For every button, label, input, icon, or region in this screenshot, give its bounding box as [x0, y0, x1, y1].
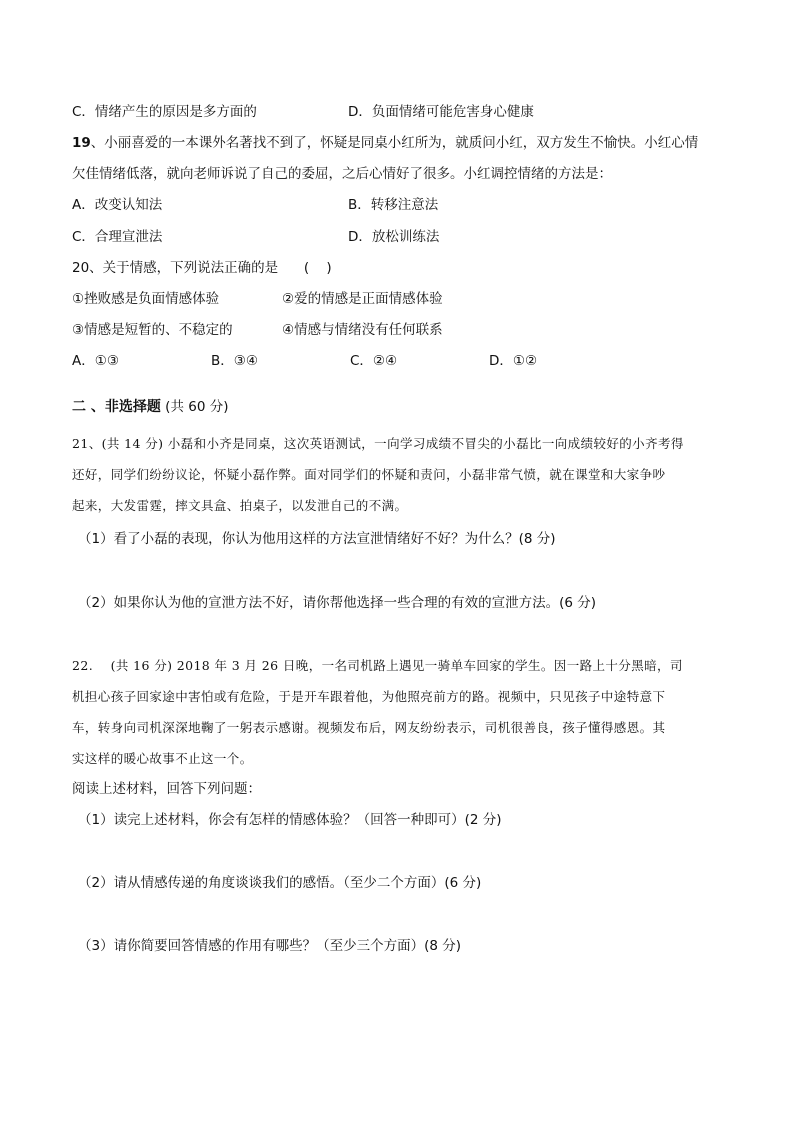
q22-passage-line4: 实这样的暖心故事不止这一个。: [72, 751, 253, 766]
q20-statement-1: ①挫败感是负面情感体验: [72, 291, 220, 307]
q22-passage-line1: 22. (共 16 分) 2018 年 3 月 26 日晚，一名司机路上遇见一骑单车回家的学生。因一路上十分黑暗，司: [72, 658, 683, 673]
q22-passage-line3: 车，转身向司机深深地鞠了一躬表示感谢。视频发布后，网友纷纷表示，司机很善良，孩子懂得感恩。其: [72, 720, 666, 735]
q22-prompt: 阅读上述材料，回答下列问题：: [72, 781, 261, 797]
q18-option-d: D．负面情绪可能危害身心健康: [348, 104, 534, 120]
q21-passage-line3: 起来，大发雷霆，摔文具盒、拍桌子，以发泄自己的不满。: [72, 498, 408, 513]
q18-options-cd: [72, 102, 534, 122]
q20-statement-2: ②爱的情感是正面情感体验: [282, 291, 443, 307]
q19-option-c: C．合理宣泄法: [72, 229, 163, 245]
section-2-title: 二 、非选择题: [72, 399, 161, 415]
q20-statements-34: [72, 320, 443, 340]
q20-stem: 20、关于情感，下列说法正确的是 ( ): [72, 260, 332, 276]
q20-statement-4: ④情感与情绪没有任何联系: [282, 322, 443, 338]
q20-statement-3: ③情感是短暂的、不稳定的: [72, 322, 233, 338]
q22-subquestion-1: （1）读完上述材料，你会有怎样的情感体验？（回答一种即可）(2 分): [78, 812, 502, 828]
q21-subquestion-1: （1）看了小磊的表现，你认为他用这样的方法宣泄情绪好不好？为什么？(8 分): [78, 531, 556, 547]
q22-subquestion-2: （2）请从情感传递的角度谈谈我们的感悟。（至少二个方面）(6 分): [78, 875, 482, 891]
q19-options-ab: [72, 195, 438, 215]
q20-options: [72, 351, 628, 371]
q22-subquestion-3: （3）请你简要回答情感的作用有哪些？（至少三个方面）(8 分): [78, 938, 462, 954]
q20-option-a: A．①③: [72, 353, 119, 369]
q18-option-c: C．情绪产生的原因是多方面的: [72, 104, 257, 120]
q20-option-c: C．②④: [350, 353, 398, 369]
q20-option-d: D．①②: [489, 353, 538, 369]
q19-stem-line2: 欠佳情绪低落，就向老师诉说了自己的委屈，之后心情好了很多。小红调控情绪的方法是：: [72, 166, 612, 182]
q20-statements-12: [72, 289, 443, 309]
q19-option-a: A．改变认知法: [72, 197, 163, 213]
q22-passage-line2: 机担心孩子回家途中害怕或有危险，于是开车跟着他，为他照亮前方的路。视频中，只见孩子中途特意下: [72, 689, 666, 704]
q20-option-b: B．③④: [211, 353, 258, 369]
q21-subquestion-2: （2）如果你认为他的宣泄方法不好，请你帮他选择一些合理的有效的宣泄方法。(6 分): [78, 595, 597, 611]
q19-options-cd: [72, 227, 439, 247]
q19-option-b: B．转移注意法: [348, 197, 439, 213]
q21-passage-line1: 21、(共 14 分) 小磊和小齐是同桌，这次英语测试，一向学习成绩不冒尖的小磊比一向成绩较好的小齐考得: [72, 436, 684, 451]
q19-stem-line1: 19、小丽喜爱的一本课外名著找不到了，怀疑是同桌小红所为，就质问小红，双方发生不愉快。小红心情: [72, 135, 699, 151]
section-2-score: (共 60 分): [165, 399, 229, 415]
q19-number: 19: [72, 135, 91, 151]
q19-option-d: D．放松训练法: [348, 229, 440, 245]
section-2-heading: [72, 397, 228, 417]
q21-passage-line2: 还好，同学们纷纷议论，怀疑小磊作弊。面对同学们的怀疑和责问，小磊非常气愤，就在课堂和大家争吵: [72, 467, 666, 482]
